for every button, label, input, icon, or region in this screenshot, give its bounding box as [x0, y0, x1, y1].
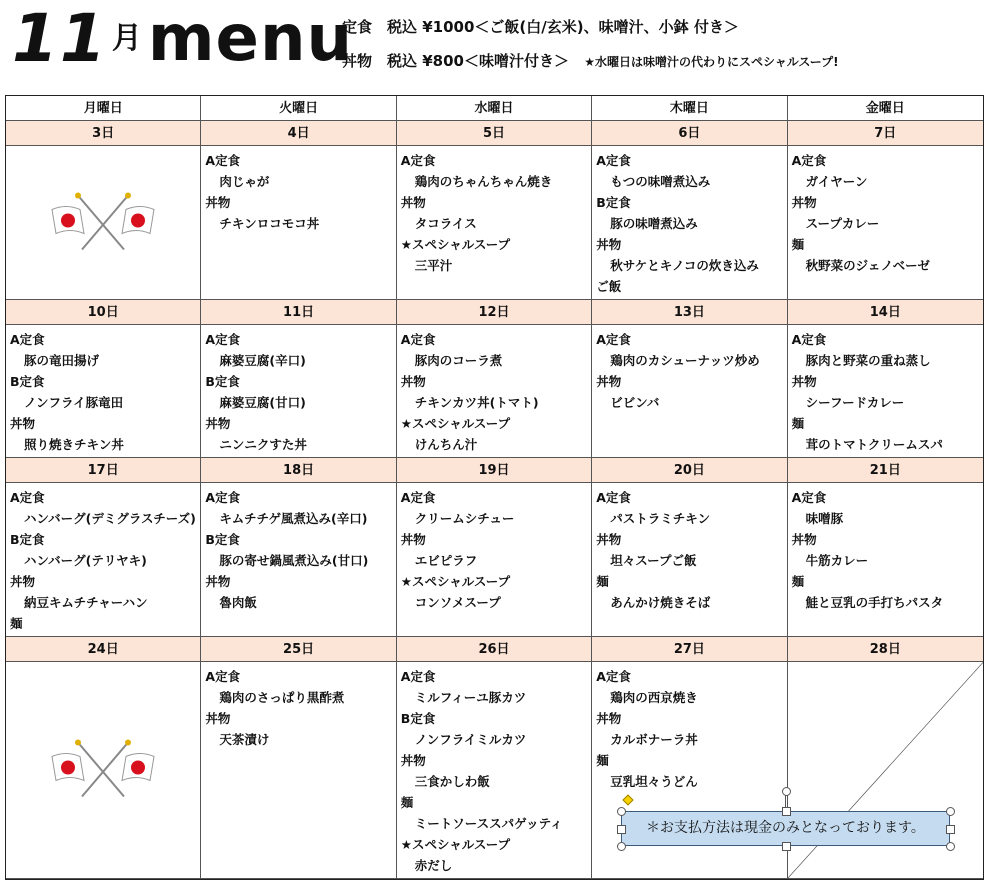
menu-cell — [788, 146, 983, 300]
menu-item: 豚肉のコーラ煮 — [414, 353, 503, 368]
menu-item: 照り焼きチキン丼 — [24, 437, 124, 452]
menu-item: 豚肉と野菜の重ね蒸し — [805, 353, 931, 368]
payment-note-callout[interactable]: ＊お支払方法は現金のみとなっております。 — [621, 811, 950, 846]
menu-category: 丼物 — [791, 532, 817, 547]
menu-category: ★スペシャルスープ — [400, 574, 511, 589]
menu-item: ビビンバ — [610, 395, 660, 410]
menu-category: 丼物 — [400, 195, 426, 210]
menu-item: 納豆キムチチャーハン — [24, 595, 148, 610]
date-header: 17日 — [6, 458, 201, 483]
menu-item: チキンカツ丼(トマト) — [414, 395, 539, 410]
menu-category: 丼物 — [10, 416, 36, 431]
menu-cell — [201, 483, 396, 637]
crossed-japan-flags-icon — [48, 737, 158, 804]
date-header: 26日 — [397, 637, 592, 662]
date-header: 20日 — [592, 458, 787, 483]
date-header: 19日 — [397, 458, 592, 483]
wednesday-soup-note: ★水曜日は味噌汁の代わりにスペシャルスープ! — [584, 55, 839, 69]
menu-item: 豚の寄せ鍋風煮込み(甘口) — [219, 553, 369, 568]
menu-item: 鶏肉のさっぱり黒酢煮 — [219, 690, 345, 705]
menu-cell — [6, 662, 201, 879]
menu-category: 麺 — [596, 574, 609, 589]
date-header: 25日 — [201, 637, 396, 662]
menu-cell — [397, 483, 592, 637]
menu-category: 麺 — [791, 574, 805, 589]
menu-category: 丼物 — [791, 374, 817, 389]
menu-cell — [201, 325, 396, 458]
menu-item: 天茶漬け — [219, 732, 270, 747]
menu-item: 肉じゃが — [219, 174, 270, 189]
menu-category: 丼物 — [205, 416, 231, 431]
menu-item: もつの味噌煮込み — [610, 174, 711, 189]
menu-item: ミートソーススパゲッティ — [414, 816, 563, 831]
menu-category: 麺 — [10, 616, 23, 631]
menu-category: A定食 — [205, 490, 241, 505]
menu-category: A定食 — [596, 669, 631, 684]
menu-category: A定食 — [791, 490, 827, 505]
menu-cell — [788, 325, 983, 458]
menu-category: 丼物 — [596, 532, 622, 547]
date-header: 4日 — [201, 121, 396, 146]
menu-category: B定食 — [10, 532, 45, 547]
menu-category: 麺 — [596, 753, 609, 768]
date-header: 12日 — [397, 300, 592, 325]
menu-item: 鶏肉の西京焼き — [610, 690, 698, 705]
menu-item: ニンニクすた丼 — [219, 437, 307, 452]
menu-item: 三平汁 — [414, 258, 453, 273]
menu-cell — [6, 483, 201, 637]
menu-category: ご飯 — [596, 279, 622, 294]
menu-category: 丼物 — [400, 374, 426, 389]
title-month-number: 11 — [12, 0, 108, 77]
date-header: 24日 — [6, 637, 201, 662]
menu-item: ガイヤーン — [805, 174, 868, 189]
menu-category: 麺 — [400, 795, 414, 810]
menu-calendar-table — [5, 95, 984, 880]
menu-category: 丼物 — [596, 711, 622, 726]
menu-cell — [592, 483, 787, 637]
menu-category: 丼物 — [596, 374, 622, 389]
menu-cell — [592, 325, 787, 458]
menu-category: 麺 — [791, 416, 805, 431]
date-header: 14日 — [788, 300, 983, 325]
menu-item: チキンロコモコ丼 — [219, 216, 320, 231]
menu-category: A定食 — [400, 332, 436, 347]
menu-category: B定食 — [596, 195, 631, 210]
menu-category: A定食 — [205, 332, 241, 347]
menu-category: A定食 — [205, 669, 241, 684]
menu-item: けんちん汁 — [414, 437, 478, 452]
menu-category: B定食 — [205, 374, 240, 389]
menu-item: パストラミチキン — [610, 511, 711, 526]
menu-item: クリームシチュー — [414, 511, 515, 526]
resize-handle-tl[interactable] — [617, 807, 626, 816]
menu-category: 丼物 — [596, 237, 622, 252]
menu-category: A定食 — [10, 332, 45, 347]
menu-item: 三食かしわ飯 — [414, 774, 490, 789]
menu-item: 茸のトマトクリームスパ — [805, 437, 943, 452]
menu-category: A定食 — [596, 332, 631, 347]
menu-category: A定食 — [791, 153, 827, 168]
weekday-header: 月曜日 — [6, 96, 201, 121]
menu-category: A定食 — [791, 332, 827, 347]
menu-item: 坦々スープご飯 — [610, 553, 697, 568]
menu-item: ノンフライミルカツ — [414, 732, 527, 747]
date-header: 27日 — [592, 637, 787, 662]
menu-item: 牛筋カレー — [805, 553, 869, 568]
rotate-handle[interactable] — [782, 787, 791, 796]
menu-item: 味噌豚 — [805, 511, 844, 526]
menu-category: A定食 — [400, 490, 436, 505]
menu-category: ★スペシャルスープ — [400, 416, 511, 431]
menu-category: 丼物 — [791, 195, 817, 210]
menu-category: A定食 — [10, 490, 45, 505]
menu-item: 鶏肉のちゃんちゃん焼き — [414, 174, 553, 189]
menu-item: 豚の竜田揚げ — [24, 353, 100, 368]
date-header: 6日 — [592, 121, 787, 146]
date-header: 18日 — [201, 458, 396, 483]
menu-item: スープカレー — [805, 216, 880, 231]
menu-item: シーフードカレー — [805, 395, 905, 410]
resize-handle-top[interactable] — [782, 807, 791, 816]
menu-category: A定食 — [596, 490, 631, 505]
menu-cell — [397, 146, 592, 300]
crossed-japan-flags-icon — [48, 189, 158, 256]
title-menu-word: menu — [147, 2, 354, 76]
menu-item: エビピラフ — [414, 553, 478, 568]
menu-cell — [788, 483, 983, 637]
menu-item: 赤だし — [414, 858, 453, 873]
set-meal-price-info: 定食 税込 ¥1000＜ご飯(白/玄米)、味噌汁、小鉢 付き＞ — [342, 18, 739, 36]
menu-category: A定食 — [596, 153, 631, 168]
menu-category: 丼物 — [205, 195, 231, 210]
menu-item: あんかけ焼きそば — [610, 595, 711, 610]
menu-item: 秋野菜のジェノベーゼ — [805, 258, 930, 273]
date-header: 28日 — [788, 637, 983, 662]
menu-cell — [592, 146, 787, 300]
menu-item: 鮭と豆乳の手打ちパスタ — [805, 595, 944, 610]
date-header: 13日 — [592, 300, 787, 325]
menu-category: 麺 — [791, 237, 805, 252]
menu-category: A定食 — [400, 669, 436, 684]
resize-handle-tr[interactable] — [946, 807, 955, 816]
menu-item: 魯肉飯 — [219, 595, 257, 610]
menu-cell — [397, 325, 592, 458]
menu-item: ノンフライ豚竜田 — [24, 395, 124, 410]
menu-category: A定食 — [400, 153, 436, 168]
menu-cell — [397, 662, 592, 879]
menu-cell — [201, 662, 396, 879]
menu-item: ハンバーグ(テリヤキ) — [24, 553, 147, 568]
date-header: 3日 — [6, 121, 201, 146]
date-header: 5日 — [397, 121, 592, 146]
menu-category: ★スペシャルスープ — [400, 237, 511, 252]
menu-item: コンソメスープ — [414, 595, 501, 610]
menu-item: 麻婆豆腐(辛口) — [219, 353, 306, 368]
resize-handle-left[interactable] — [617, 825, 626, 834]
date-header: 10日 — [6, 300, 201, 325]
rice-bowl-price-info — [342, 50, 839, 71]
menu-item: ハンバーグ(デミグラスチーズ) — [24, 511, 196, 526]
weekday-header: 水曜日 — [397, 96, 592, 121]
resize-handle-right[interactable] — [946, 825, 955, 834]
menu-category: B定食 — [205, 532, 240, 547]
menu-category: ★スペシャルスープ — [400, 837, 511, 852]
menu-item: 秋サケとキノコの炊き込み — [610, 258, 759, 273]
date-header: 11日 — [201, 300, 396, 325]
menu-item: タコライス — [414, 216, 477, 231]
weekday-header: 金曜日 — [788, 96, 983, 121]
date-header: 21日 — [788, 458, 983, 483]
weekday-header: 木曜日 — [592, 96, 787, 121]
date-header: 7日 — [788, 121, 983, 146]
menu-category: 丼物 — [10, 574, 36, 589]
menu-item: 鶏肉のカシューナッツ炒め — [610, 353, 760, 368]
menu-cell — [201, 146, 396, 300]
menu-cell — [6, 325, 201, 458]
menu-category: 丼物 — [205, 574, 231, 589]
menu-category: 丼物 — [400, 753, 426, 768]
rice-bowl-price-text: 丼物 税込 ¥800＜味噌汁付き＞ — [342, 52, 569, 70]
page-title — [12, 0, 354, 77]
menu-category: 丼物 — [400, 532, 426, 547]
menu-item: 豆乳坦々うどん — [610, 774, 698, 789]
menu-item: 麻婆豆腐(甘口) — [219, 395, 306, 410]
menu-category: B定食 — [10, 374, 45, 389]
resize-handle-bl[interactable] — [617, 842, 626, 851]
menu-category: B定食 — [400, 711, 436, 726]
menu-item: カルボナーラ丼 — [610, 732, 698, 747]
weekday-header: 火曜日 — [201, 96, 396, 121]
menu-cell — [6, 146, 201, 300]
title-month-kanji: 月 — [111, 21, 142, 56]
menu-item: ミルフィーユ豚カツ — [414, 690, 527, 705]
resize-handle-bottom[interactable] — [782, 842, 791, 851]
menu-category: 丼物 — [205, 711, 231, 726]
menu-category: A定食 — [205, 153, 241, 168]
menu-item: 豚の味噌煮込み — [610, 216, 698, 231]
menu-item: キムチチゲ風煮込み(辛口) — [219, 511, 368, 526]
resize-handle-br[interactable] — [946, 842, 955, 851]
